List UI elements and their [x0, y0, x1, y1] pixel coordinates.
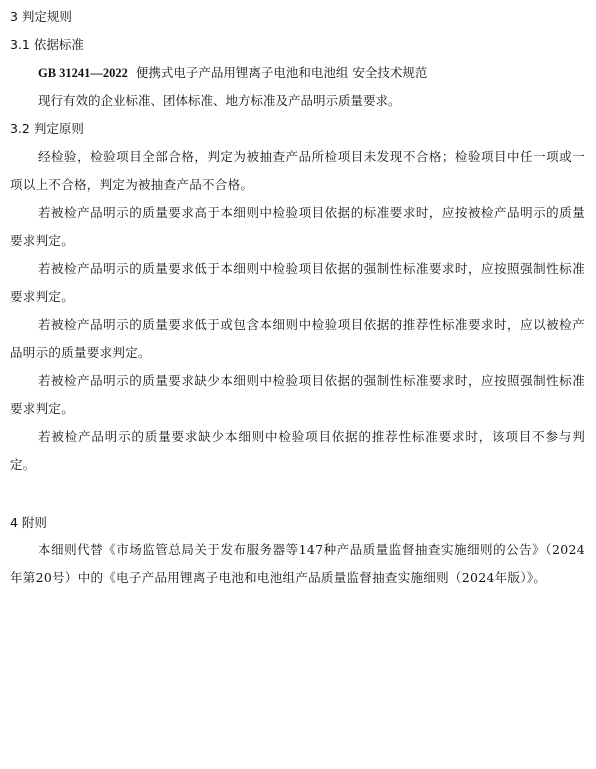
standard-title: 现行有效的企业标准、团体标准、地方标准及产品明示质量要求。 — [38, 93, 401, 108]
rule-paragraph: 若被检产品明示的质量要求低于本细则中检验项目依据的强制性标准要求时，应按照强制性标准要求判定。 — [10, 261, 585, 304]
section-3-2-heading: 3.2 判定原则 — [10, 121, 84, 136]
section-3-1-heading: 3.1 依据标准 — [10, 37, 84, 52]
standard-code: GB 31241—2022 — [38, 66, 128, 80]
rule-paragraph: 若被检产品明示的质量要求高于本细则中检验项目依据的标准要求时，应按被检产品明示的质量要求判定。 — [10, 205, 585, 248]
section-3-heading: 3 判定规则 — [10, 9, 72, 24]
rule-paragraph: 经检验，检验项目全部合格，判定为被抽查产品所检项目未发现不合格；检验项目中任一项或一项以上不合格，判定为被抽查产品不合格。 — [10, 149, 585, 192]
section-4-heading: 4 附则 — [10, 515, 47, 530]
standard-reference-gb — [38, 65, 427, 81]
standard-title: 便携式电子产品用锂离子电池和电池组 安全技术规范 — [135, 65, 428, 80]
standard-reference-other — [38, 93, 401, 109]
rule-paragraph: 若被检产品明示的质量要求缺少本细则中检验项目依据的推荐性标准要求时，该项目不参与判定。 — [10, 429, 585, 472]
rule-paragraph: 若被检产品明示的质量要求缺少本细则中检验项目依据的强制性标准要求时，应按照强制性标准要求判定。 — [10, 373, 585, 416]
rule-paragraph: 若被检产品明示的质量要求低于或包含本细则中检验项目依据的推荐性标准要求时，应以被检产品明示的质量要求判定。 — [10, 317, 585, 360]
supplementary-paragraph: 本细则代替《市场监管总局关于发布服务器等147种产品质量监督抽查实施细则的公告》（2024年第20号）中的《电子产品用锂离子电池和电池组产品质量监督抽查实施细则（2024年版）》。 — [10, 542, 585, 585]
